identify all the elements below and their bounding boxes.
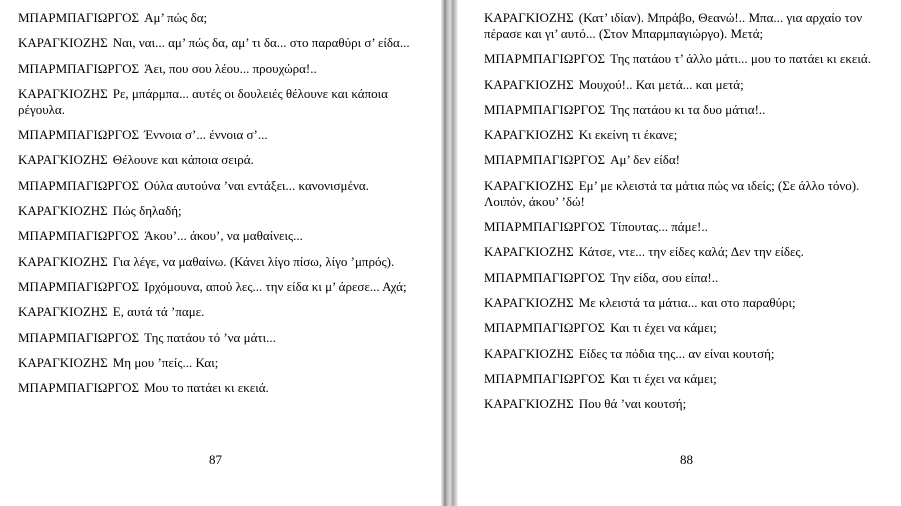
dialogue-line <box>484 219 889 235</box>
dialogue-line <box>484 51 889 67</box>
speaker-name: ΜΠΑΡΜΠΑΓΙΩΡΓΟΣ <box>484 320 606 336</box>
dialogue-line <box>18 127 427 143</box>
speaker-name: ΚΑΡΑΓΚΙΟΖΗΣ <box>18 85 108 101</box>
dialogue-text: (Κατ’ ιδίαν). Μπράβο, Θεανώ!.. Μπα... για αρχαίο τον πέρασε και γι’ αυτό... (Στον Μπαρμπαγιώργο). Μετά; <box>484 10 863 41</box>
speaker-name: ΚΑΡΑΓΚΙΟΖΗΣ <box>484 10 574 25</box>
speaker-name: ΚΑΡΑΓΚΙΟΖΗΣ <box>484 396 574 412</box>
dialogue-line <box>484 178 889 210</box>
dialogue-line <box>484 152 889 168</box>
dialogue-text: Μου το πατάει κι εκειά. <box>144 380 269 396</box>
dialogue-text: Κι εκείνη τι έκανε; <box>578 127 678 143</box>
speaker-name: ΚΑΡΑΓΚΙΟΖΗΣ <box>18 304 108 320</box>
speaker-name: ΚΑΡΑΓΚΙΟΖΗΣ <box>484 244 574 260</box>
speaker-name: ΚΑΡΑΓΚΙΟΖΗΣ <box>18 152 108 168</box>
page-gutter <box>441 0 458 506</box>
dialogue-line <box>18 228 427 244</box>
dialogue-line <box>484 102 889 118</box>
speaker-name: ΚΑΡΑΓΚΙΟΖΗΣ <box>484 294 574 310</box>
dialogue-line <box>484 270 889 286</box>
dialogue-line <box>18 10 427 26</box>
dialogue-text: Τίπουτας... πάμε!.. <box>610 219 708 235</box>
dialogue-line <box>18 279 427 295</box>
dialogue-line <box>18 254 427 270</box>
speaker-name: ΜΠΑΡΜΠΑΓΙΩΡΓΟΣ <box>18 278 140 294</box>
dialogue-line <box>484 371 889 387</box>
dialogue-line <box>18 152 427 168</box>
dialogue-line <box>18 61 427 77</box>
dialogue-line <box>484 295 889 311</box>
speaker-name: ΜΠΑΡΜΠΑΓΙΩΡΓΟΣ <box>484 219 606 235</box>
dialogue-text: Με κλειστά τα μάτια... και στο παραθύρι; <box>578 294 796 310</box>
speaker-name: ΜΠΑΡΜΠΑΓΙΩΡΓΟΣ <box>18 329 140 345</box>
dialogue-text: Αμ’ πώς δα; <box>144 10 208 25</box>
dialogue-line <box>484 320 889 336</box>
dialogue-line <box>484 127 889 143</box>
speaker-name: ΜΠΑΡΜΠΑΓΙΩΡΓΟΣ <box>484 51 606 67</box>
speaker-name: ΜΠΑΡΜΠΑΓΙΩΡΓΟΣ <box>18 380 140 396</box>
dialogue-text: Και τι έχει να κάμει; <box>610 370 717 386</box>
speaker-name: ΚΑΡΑΓΚΙΟΖΗΣ <box>18 354 108 370</box>
dialogue-text: Ούλα αυτούνα ’ναι εντάξει... κανονισμένα. <box>144 177 369 193</box>
dialogue-line <box>484 77 889 93</box>
speaker-name: ΜΠΑΡΜΠΑΓΙΩΡΓΟΣ <box>484 370 606 386</box>
speaker-name: ΜΠΑΡΜΠΑΓΙΩΡΓΟΣ <box>18 10 140 25</box>
dialogue-text: Μουχού!.. Και μετά... και μετά; <box>578 76 744 92</box>
dialogue-text: Ρε, μπάρμπα... αυτές οι δουλειές θέλουνε και κάποια ρέγουλα. <box>18 85 388 117</box>
dialogue-line <box>484 396 889 412</box>
dialogue-text: Έννοια σ’... έννοια σ’... <box>144 127 268 143</box>
left-page <box>0 0 441 506</box>
dialogue-line <box>484 244 889 260</box>
page-number: 88 <box>680 452 693 467</box>
dialogue-line <box>18 380 427 396</box>
dialogue-line <box>18 35 427 51</box>
dialogue-text: Ιρχόμουνα, αποὑ λες... την είδα κι μ’ άρεσε... Αχά; <box>144 278 407 294</box>
dialogue-text: Της πατάου τό ’να μάτι... <box>144 329 276 345</box>
speaker-name: ΚΑΡΑΓΚΙΟΖΗΣ <box>484 345 574 361</box>
dialogue-text: Κάτσε, ντε... την είδες καλά; Δεν την είδες. <box>578 244 804 260</box>
dialogue-text: Αμ’ δεν είδα! <box>610 152 681 168</box>
speaker-name: ΜΠΑΡΜΠΑΓΙΩΡΓΟΣ <box>18 60 140 76</box>
dialogue-text: Άει, που σου λέου... προυχώρα!.. <box>144 60 317 76</box>
dialogue-text: Της πατάου τ’ άλλο μάτι... μου το πατάει κι εκειά. <box>610 51 871 67</box>
dialogue-text: Μη μου ’πείς... Και; <box>112 354 219 370</box>
dialogue-text: Της πατάου κι τα δυο μάτια!.. <box>610 101 766 117</box>
dialogue-line <box>18 355 427 371</box>
speaker-name: ΜΠΑΡΜΠΑΓΙΩΡΓΟΣ <box>484 269 606 285</box>
speaker-name: ΜΠΑΡΜΠΑΓΙΩΡΓΟΣ <box>18 177 140 193</box>
page-number: 87 <box>209 452 222 467</box>
speaker-name: ΚΑΡΑΓΚΙΟΖΗΣ <box>18 203 108 219</box>
right-page <box>458 0 901 506</box>
dialogue-line <box>18 86 427 118</box>
dialogue-line <box>18 304 427 320</box>
dialogue-text: Εμ’ με κλειστά τα μάτια πώς να ιδείς; (Σε άλλο τόνο). Λοιπόν, άκου’ ’δώ! <box>484 177 860 209</box>
speaker-name: ΜΠΑΡΜΠΑΓΙΩΡΓΟΣ <box>18 228 140 244</box>
dialogue-line <box>18 330 427 346</box>
dialogue-text: Άκου’... άκου’, να μαθαίνεις... <box>144 228 303 244</box>
dialogue-text: Για λέγε, να μαθαίνω. (Κάνει λίγο πίσω, λίγο ’μπρός). <box>112 253 395 269</box>
dialogue-text: Θέλουνε και κάποια σειρά. <box>112 152 254 168</box>
speaker-name: ΚΑΡΑΓΚΙΟΖΗΣ <box>484 76 574 92</box>
speaker-name: ΚΑΡΑΓΚΙΟΖΗΣ <box>18 35 108 51</box>
dialogue-line <box>18 178 427 194</box>
dialogue-text: Πώς δηλαδή; <box>112 203 182 219</box>
speaker-name: ΜΠΑΡΜΠΑΓΙΩΡΓΟΣ <box>18 127 140 143</box>
dialogue-text: Την είδα, σου είπα!.. <box>610 269 719 285</box>
dialogue-text: Που θά ’ναι κουτσή; <box>578 396 687 412</box>
speaker-name: ΚΑΡΑΓΚΙΟΖΗΣ <box>18 253 108 269</box>
dialogue-text: Και τι έχει να κάμει; <box>610 320 717 336</box>
dialogue-text: Είδες τα πόδια της... αν είναι κουτσή; <box>578 345 775 361</box>
speaker-name: ΚΑΡΑΓΚΙΟΖΗΣ <box>484 127 574 143</box>
dialogue-line <box>484 346 889 362</box>
speaker-name: ΚΑΡΑΓΚΙΟΖΗΣ <box>484 177 574 193</box>
dialogue-text: Ναι, ναι... αμ’ πώς δα, αμ’ τι δα... στο παραθύρι σ’ είδα... <box>112 35 410 51</box>
dialogue-line <box>484 10 889 42</box>
dialogue-text: Ε, αυτά τά ’παμε. <box>112 304 205 320</box>
dialogue-line <box>18 203 427 219</box>
speaker-name: ΜΠΑΡΜΠΑΓΙΩΡΓΟΣ <box>484 101 606 117</box>
speaker-name: ΜΠΑΡΜΠΑΓΙΩΡΓΟΣ <box>484 152 606 168</box>
